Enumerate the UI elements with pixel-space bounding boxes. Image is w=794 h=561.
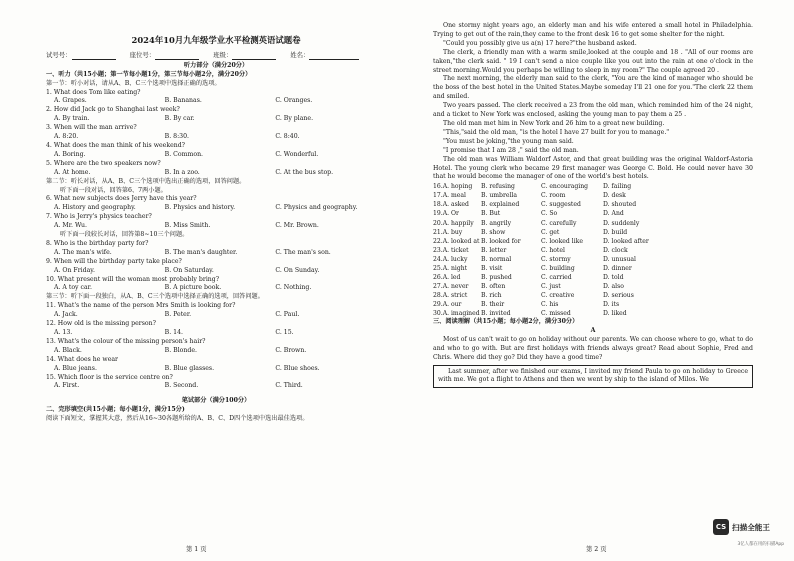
question-5: 5. Where are the two speakers now? [46, 159, 161, 167]
cloze-option-a[interactable]: 28.A. strict [433, 291, 468, 299]
question-5-options[interactable]: A. At home. B. In a zoo. C. At the bus stop. [54, 168, 334, 176]
scanner-name: 扫描全能王 [732, 522, 770, 532]
cloze-option[interactable]: D. build [603, 228, 628, 236]
cloze-option[interactable]: D. serious [603, 291, 634, 299]
cloze-option[interactable]: C. get [541, 228, 560, 236]
cloze-option[interactable]: D. shouted [603, 201, 637, 209]
question-15-options[interactable]: A. First. B. Second. C. Third. [54, 382, 303, 390]
section-1-part-3: 第三节：听下面一段独白，从A、B、C三个选项中选择正确的选项，回答问题。 [46, 293, 264, 301]
section-1-part-2: 第二节：听长对话，从A、B、C三个选项中选出正确的选项，回答问题。 [46, 177, 246, 185]
question-10-options[interactable]: A. A toy car. B. A picture book. C. Nothing. [54, 284, 312, 292]
cloze-option[interactable]: B. often [481, 282, 506, 290]
question-14: 14. What does he wear [46, 355, 119, 363]
reading-intro: Most of us can't wait to go on holiday without our parents. We can choose where to go, what to do and who to go with. But are first holidays with friends always great? Read about Sophie, Fred and Chris. Where did they go? Did they have a good time? [433, 335, 753, 361]
question-15: 15. Which floor is the service centre on? [46, 373, 173, 381]
section-1-part-1: 第一节：听小对话，请从A、B、C三个选项中选择正确的选项。 [46, 79, 221, 87]
question-2-options[interactable]: A. By train. B. By car. C. By plane. [54, 115, 314, 123]
right-page [433, 22, 753, 388]
cloze-option-a[interactable]: 30.A. imagined [433, 309, 480, 317]
cloze-option[interactable]: B. rich [481, 291, 502, 299]
cloze-option-a[interactable]: 19.A. Or [433, 210, 459, 218]
cloze-option[interactable]: C. room [541, 192, 566, 200]
cloze-option[interactable]: C. building [541, 264, 575, 272]
question-13: 13. What's the colour of the missing person's hair? [46, 337, 206, 345]
scanner-tagline: 3亿人都在用的扫描App [737, 542, 784, 547]
cloze-option[interactable]: C. his [541, 300, 559, 308]
passage-paragraph: The next morning, the elderly man said to the clerk, "You are the kind of manager who should be the boss of the best hotel in the United States.Maybe someday I'll 21 one for you."The clerk 22 them and smiled. [433, 75, 753, 101]
cloze-option[interactable]: B. explained [481, 201, 520, 209]
question-3: 3. When will the man arrive? [46, 124, 137, 132]
cloze-option[interactable]: D. liked [603, 309, 627, 317]
section-2-instructions: 阅读下面短文，掌握其大意，然后从16~30各题所给的A、B、C、D四个选项中选出最佳选项。 [46, 415, 309, 423]
question-1-options[interactable]: A. Grapes. B. Bananas. C. Oranges. [54, 97, 313, 105]
cloze-option-a[interactable]: 22.A. looked at [433, 237, 480, 245]
left-page [46, 22, 386, 424]
cloze-option[interactable]: D. dinner [603, 264, 632, 272]
cloze-option-a[interactable]: 27.A. never [433, 282, 469, 290]
section-1-heading: 一、听力（共15小题；第一节每小题1分，第三节每小题2分，满分20分） [46, 70, 252, 78]
cloze-option[interactable]: D. looked after [603, 237, 649, 245]
question-11: 11. What's the name of the person Mrs Smith is looking for? [46, 302, 236, 310]
cloze-option[interactable]: B. angrily [481, 219, 512, 227]
cloze-option[interactable]: D. suddenly [603, 219, 640, 227]
cloze-option[interactable]: D. its [603, 300, 620, 308]
cloze-option[interactable]: C. stormy [541, 255, 571, 263]
cloze-option[interactable]: B. umbrella [481, 192, 518, 200]
cloze-option[interactable]: C. hotel [541, 246, 565, 254]
section-3-heading: 三、阅读理解（共15小题；每小题2分，满分30分） [433, 318, 579, 326]
cloze-option[interactable]: C. encouraging [541, 183, 589, 191]
camscanner-icon: CS [713, 519, 729, 535]
passage-paragraph: "This,"said the old man, "is the hotel I have 27 built for you to manage." [443, 128, 670, 136]
question-6-options[interactable]: A. History and geography. B. Physics and history. C. Physics and geography. [54, 204, 358, 212]
cloze-option[interactable]: C. missed [541, 309, 571, 317]
cloze-option[interactable]: B. pushed [481, 273, 512, 281]
cloze-option-a[interactable]: 25.A. night [433, 264, 468, 272]
cloze-option-a[interactable]: 24.A. lucky [433, 255, 468, 263]
section-1-part-2b: 听下面一段较长对话，回答第8~10三个问题。 [60, 231, 189, 239]
seat-field[interactable]: 座位号： [130, 51, 200, 60]
question-1: 1. What does Tom like eating? [46, 88, 141, 96]
passage-paragraph: The clerk, a friendly man with a warm smile,looked at the couple and 18 . "All of our rooms are taken,"the clerk said. " 19 I can't send a nice couple like you out into the rain at one o'clock in the street morning.Would you perhaps be willing to sleep in my room?" The couple agreed 20 . [433, 48, 753, 74]
question-11-options[interactable]: A. Jack. B. Peter. C. Paul. [54, 311, 300, 319]
passage-paragraph: One stormy night years ago, an elderly man and his wife entered a small hotel in Philadelphia. Trying to get out of the rain,they came to the front desk 16 to get some shelter for the night. [433, 22, 753, 38]
cloze-option[interactable]: B. But [481, 210, 501, 218]
question-13-options[interactable]: A. Black. B. Blonde. C. Brown. [54, 346, 307, 354]
section-1-part-2a: 听下面一段对话，回答第6、7两小题。 [60, 186, 167, 194]
cloze-option[interactable]: C. carefully [541, 219, 577, 227]
cloze-option[interactable]: C. So [541, 210, 558, 218]
question-4-options[interactable]: A. Boring. B. Common. C. Wonderful. [54, 150, 319, 158]
cloze-option[interactable]: D. also [603, 282, 624, 290]
cloze-option-a[interactable]: 29.A. our [433, 300, 462, 308]
question-6: 6. What new subjects does Jerry have this year? [46, 195, 197, 203]
question-3-options[interactable]: A. 8:20. B. 8:30. C. 8:40. [54, 133, 300, 141]
cloze-option[interactable]: B. refusing [481, 183, 515, 191]
question-8-options[interactable]: A. The man's wife. B. The man's daughter. C. The man's son. [54, 248, 331, 256]
cloze-option[interactable]: C. creative [541, 291, 575, 299]
cloze-option[interactable]: D. desk [603, 192, 626, 200]
question-8: 8. Who is the birthday party for? [46, 239, 149, 247]
cloze-option[interactable]: D. told [603, 273, 624, 281]
cloze-option-a[interactable]: 26.A. led [433, 273, 461, 281]
exam-info-row [46, 51, 386, 60]
page-number-right: 第 2 页 [586, 546, 607, 553]
passage-paragraph: "I promise that I am 28 ," said the old man. [443, 146, 579, 154]
cloze-option[interactable]: B. visit [481, 264, 503, 272]
question-7-options[interactable]: A. Mr. Wu. B. Miss Smith. C. Mr. Brown. [54, 222, 319, 230]
cloze-option[interactable]: B. looked for [481, 237, 521, 245]
cloze-option[interactable]: C. looked like [541, 237, 583, 245]
question-12-options[interactable]: A. 13. B. 14. C. 15. [54, 329, 294, 336]
cloze-option[interactable]: C. carried [541, 273, 572, 281]
cloze-option[interactable]: D. unusual [603, 255, 636, 263]
question-9: 9. When will the birthday party take place? [46, 257, 182, 265]
page-number-left: 第 1 页 [186, 546, 207, 553]
section-2-heading: 二、完形填空(共15小题；每小题1分，满分15分) [46, 406, 185, 414]
cloze-option-a[interactable]: 17.A. meal [433, 192, 466, 200]
cloze-option[interactable]: B. invited [481, 309, 511, 317]
question-12: 12. How old is the missing person? [46, 320, 156, 328]
cloze-option-a[interactable]: 20.A. happily [433, 219, 474, 227]
cloze-option-a[interactable]: 21.A. buy [433, 228, 463, 236]
cloze-option-a[interactable]: 18.A. asked [433, 201, 469, 209]
name-field[interactable]: 姓名： [290, 51, 359, 60]
cloze-option[interactable]: B. normal [481, 255, 512, 263]
passage-paragraph: The old man was William Waldorf Astor, and that great building was the original Waldorf-Astoria Hotel. The young clerk who became 29 first manager was George C. Bold. He could never have 30 that he would become the manager of one of the world's best hotels. [433, 155, 753, 181]
cloze-option[interactable]: C. just [541, 282, 561, 290]
exam-title: 2024年10月九年级学业水平检测英语试题卷 [131, 35, 301, 45]
question-9-options[interactable]: A. On Friday. B. On Saturday. C. On Sunday. [54, 266, 320, 274]
passage-paragraph: "Could you possibly give us a(n) 17 here?"the husband asked. [443, 39, 637, 47]
question-10: 10. What present will the woman most probably bring? [46, 275, 220, 283]
question-4: 4. What does the man think of his weekend? [46, 141, 185, 149]
written-header: 笔试部分（满分100分） [181, 397, 251, 405]
passage-paragraph: "You must be joking,"the young man said. [443, 137, 574, 145]
cloze-option[interactable]: D. failing [603, 183, 632, 191]
cloze-option[interactable]: D. And [603, 210, 624, 218]
cloze-option[interactable]: B. their [481, 300, 505, 308]
cloze-option[interactable]: B. show [481, 228, 506, 236]
question-2: 2. How did Jack go to Shanghai last week? [46, 106, 180, 114]
cloze-options-table [433, 182, 753, 318]
scanner-watermark [713, 519, 770, 535]
passage-paragraph: The old man met him in New York and 26 him to a great new building. [443, 119, 665, 127]
question-14-options[interactable]: A. Blue jeans. B. Blue glasses. C. Blue shoes. [54, 364, 320, 372]
listening-header: 听力部分（满分20分） [183, 61, 249, 69]
cloze-option[interactable]: C. suggested [541, 201, 581, 209]
class-field[interactable]: 班级： [213, 51, 276, 60]
exam-number-field[interactable]: 试号号： [46, 51, 116, 60]
cloze-option[interactable]: D. clock [603, 246, 628, 254]
passage-a-label: A [590, 326, 596, 334]
passage-paragraph: Two years passed. The clerk received a 23 from the old man, which reminded him of the 24 night, and a ticket to New York was enclosed, asking the young man to pay them a 25 . [433, 102, 753, 119]
cloze-option-a[interactable]: 23.A. ticket [433, 246, 469, 254]
cloze-passage [433, 22, 753, 182]
reading-boxed-text: Last summer, after we finished our exams, I invited my friend Paula to go on holiday to Greece with me. We got a flight to Athens and then we went by ship to the island of Milos. We [433, 365, 753, 389]
cloze-option-a[interactable]: 16.A. hoping [433, 183, 473, 191]
cloze-option[interactable]: B. letter [481, 246, 507, 254]
question-7: 7. Who is Jerry's physics teacher? [46, 213, 152, 221]
